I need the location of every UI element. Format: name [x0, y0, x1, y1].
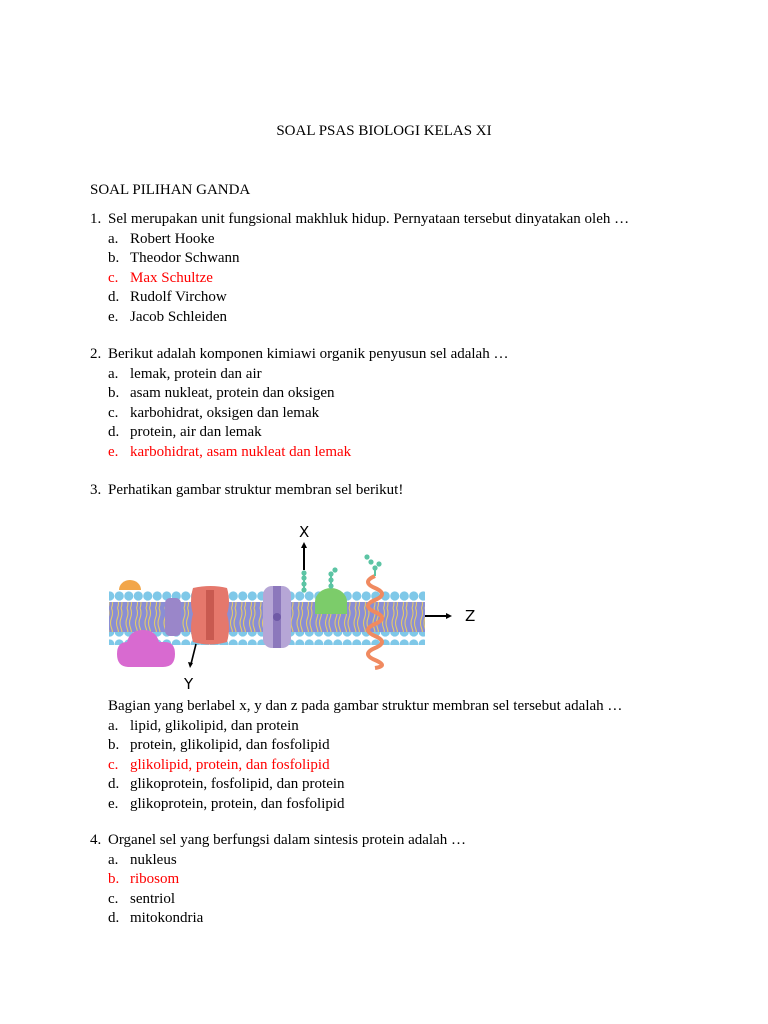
- option-letter: d.: [108, 424, 120, 440]
- question-text: Sel merupakan unit fungsional makhluk hidup. Pernyataan tersebut dinyatakan oleh …: [108, 211, 630, 227]
- option-c: [90, 404, 690, 424]
- option-d: [90, 909, 690, 929]
- option-letter: a.: [108, 851, 119, 868]
- option-a: [90, 717, 690, 737]
- cell-membrane-figure: [105, 518, 485, 696]
- option-c-correct: [90, 269, 690, 289]
- question-number: 3.: [90, 482, 102, 498]
- option-text: Robert Hooke: [130, 230, 215, 247]
- option-b: [90, 384, 690, 404]
- option-letter: a.: [108, 717, 119, 734]
- option-letter: d.: [108, 289, 120, 305]
- option-text: lipid, glikolipid, dan protein: [130, 717, 299, 734]
- option-text: Max Schultze: [130, 269, 213, 286]
- option-letter: c.: [108, 404, 119, 421]
- option-text: protein, glikolipid, dan fosfolipid: [130, 737, 330, 753]
- option-a: [90, 365, 690, 385]
- label-z: Z: [465, 607, 476, 625]
- option-c: [90, 890, 690, 910]
- option-a: [90, 851, 690, 871]
- option-text: Theodor Schwann: [130, 250, 240, 266]
- section-heading: SOAL PILIHAN GANDA: [90, 182, 251, 198]
- option-text: karbohidrat, asam nukleat dan lemak: [130, 443, 352, 460]
- option-letter: e.: [108, 308, 119, 325]
- question-number: 2.: [90, 346, 102, 362]
- option-text: Jacob Schleiden: [130, 308, 228, 325]
- option-text: glikolipid, protein, dan fosfolipid: [130, 756, 330, 773]
- option-text: mitokondria: [130, 910, 204, 926]
- option-d: [90, 288, 690, 308]
- option-letter: c.: [108, 269, 119, 286]
- option-text: ribosom: [130, 871, 180, 887]
- option-text: sentriol: [130, 890, 175, 907]
- option-b: [90, 736, 690, 756]
- option-d: [90, 775, 690, 795]
- question-2: [90, 345, 690, 462]
- option-b-correct: [90, 870, 690, 890]
- option-letter: e.: [108, 443, 119, 460]
- integral-protein-small: [165, 598, 181, 636]
- option-e-correct: [90, 443, 690, 463]
- question-number: 1.: [90, 211, 102, 227]
- glycolipid: [301, 570, 306, 592]
- option-letter: d.: [108, 776, 120, 792]
- option-text: Rudolf Virchow: [130, 289, 227, 305]
- membrane-diagram: [105, 518, 485, 696]
- option-letter: d.: [108, 910, 120, 926]
- option-letter: b.: [108, 385, 120, 401]
- option-d: [90, 423, 690, 443]
- question-3: [90, 481, 690, 501]
- arrow-z-icon: [425, 613, 452, 619]
- label-x: X: [299, 523, 310, 541]
- option-text: protein, air dan lemak: [130, 424, 262, 440]
- question-number: 4.: [90, 832, 102, 848]
- option-e: [90, 795, 690, 815]
- label-y: Y: [184, 675, 194, 693]
- option-text: karbohidrat, oksigen dan lemak: [130, 404, 320, 421]
- question-text: Organel sel yang berfungsi dalam sintesis protein adalah …: [108, 832, 466, 848]
- option-letter: c.: [108, 890, 119, 907]
- peripheral-protein-orange: [119, 580, 141, 590]
- option-e: [90, 308, 690, 328]
- page-title: SOAL PSAS BIOLOGI KELAS XI: [276, 123, 492, 139]
- question-4: [90, 831, 690, 929]
- option-c-correct: [90, 756, 690, 776]
- option-text: asam nukleat, protein dan oksigen: [130, 385, 335, 401]
- option-text: lemak, protein dan air: [130, 365, 262, 382]
- question-1: [90, 210, 690, 327]
- option-letter: b.: [108, 871, 120, 887]
- option-text: glikoprotein, protein, dan fosfolipid: [130, 795, 345, 812]
- option-letter: e.: [108, 795, 119, 812]
- arrow-y-icon: [188, 644, 196, 668]
- option-letter: c.: [108, 756, 119, 773]
- option-a: [90, 230, 690, 250]
- option-b: [90, 249, 690, 269]
- option-letter: a.: [108, 230, 119, 247]
- option-letter: b.: [108, 250, 120, 266]
- question-subtext: Bagian yang berlabel x, y dan z pada gambar struktur membran sel tersebut adalah …: [108, 698, 623, 714]
- question-3-options: [90, 697, 690, 814]
- question-text: Perhatikan gambar struktur membran sel berikut!: [108, 482, 404, 498]
- option-text: glikoprotein, fosfolipid, dan protein: [130, 776, 345, 792]
- option-letter: b.: [108, 737, 120, 753]
- arrow-x-icon: [301, 542, 307, 570]
- option-text: nukleus: [130, 851, 177, 868]
- option-letter: a.: [108, 365, 119, 382]
- question-text: Berikut adalah komponen kimiawi organik penyusun sel adalah …: [108, 346, 509, 362]
